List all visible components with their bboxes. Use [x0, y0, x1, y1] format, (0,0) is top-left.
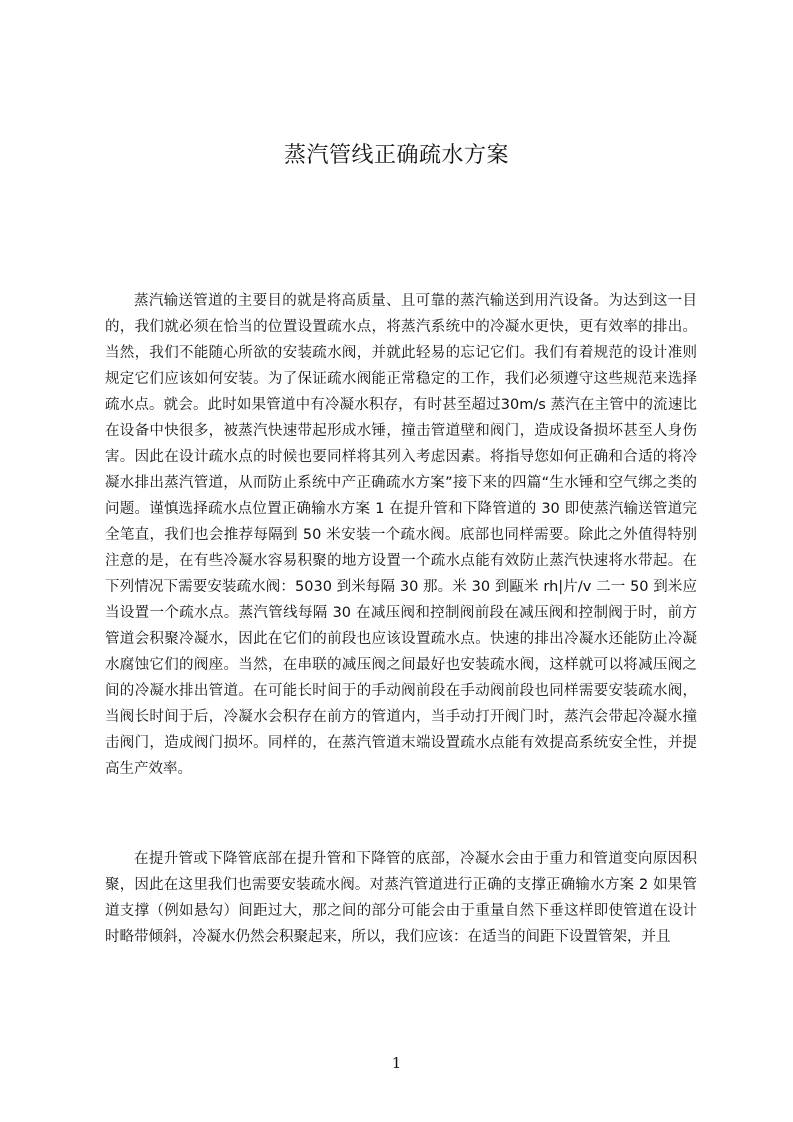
page-title: 蒸汽管线正确疏水方案	[283, 143, 509, 168]
body-paragraph-2: 在提升管或下降管底部在提升管和下降管的底部，冷凝水会由于重力和管道变向原因积聚，因此在这里我们也需要安装疏水阀。对蒸汽管道进行正确的支撑正确输水方案 2 如果管道支撑（例如悬勾）间距过大，那之间的部分可能会由于重量自然下垂这样即使管道在设计时略带倾斜，冷凝水仍然会积聚起来，所以，我们应该：在适当的间距下设置管架，并且	[105, 851, 697, 945]
page-number: 1	[391, 1054, 402, 1072]
body-paragraph-1: 蒸汽输送管道的主要目的就是将高质量、且可靠的蒸汽输送到用汽设备。为达到这一目的，我们就必须在恰当的位置设置疏水点，将蒸汽系统中的冷凝水更快，更有效率的排出。当然，我们不能随心所欲的安装疏水阀，并就此轻易的忘记它们。我们有着规范的设计准则规定它们应该如何安装。为了保证疏水阀能正常稳定的工作，我们必须遵守这些规范来选择疏水点。就会。此时如果管道中有冷凝水积存，有时甚至超过30m/s 蒸汽在主管中的流速比在设备中快很多，被蒸汽快速带起形成水锤，撞击管道壁和阀门，造成设备损坏甚至人身伤害。因此在设计疏水点的时候也要同样将其列入考虑因素。将指导您如何正确和合适的将冷凝水排出蒸汽管道，从而防止系统中产正确疏水方案”接下来的四篇“生水锤和空气绑之类的问题。谨慎选择疏水点位置正确输水方案 1 在提升管和下降管道的 30 即使蒸汽输送管道完全笔直，我们也会推荐每隔到 50 米安装一个疏水阀。底部也同样需要。除此之外值得特别注意的是，在有些冷凝水容易积聚的地方设置一个疏水点能有效防止蒸汽快速将水带起。在下列情况下需要安装疏水阀：5030 到米每隔 30 那。米 30 到甌米 rh|片/v 二一 50 到米应当设置一个疏水点。蒸汽管线每隔 30 在减压阀和控制阀前段在减压阀和控制阀于时，前方管道会积聚冷凝水，因此在它们的前段也应该设置疏水点。快速的排出冷凝水还能防止冷凝水腐蚀它们的阀座。当然，在串联的减压阀之间最好也安装疏水阀，这样就可以将减压阀之间的冷凝水排出管道。在可能长时间于的手动阀前段在手动阀前段也同样需要安装疏水阀，当阀长时间于后，冷凝水会积存在前方的管道内，当手动打开阀门时，蒸汽会带起冷凝水撞击阀门，造成阀门损坏。同样的，在蒸汽管道末端设置疏水点能有效提高系统安全性，并提高生产效率。	[105, 293, 697, 777]
